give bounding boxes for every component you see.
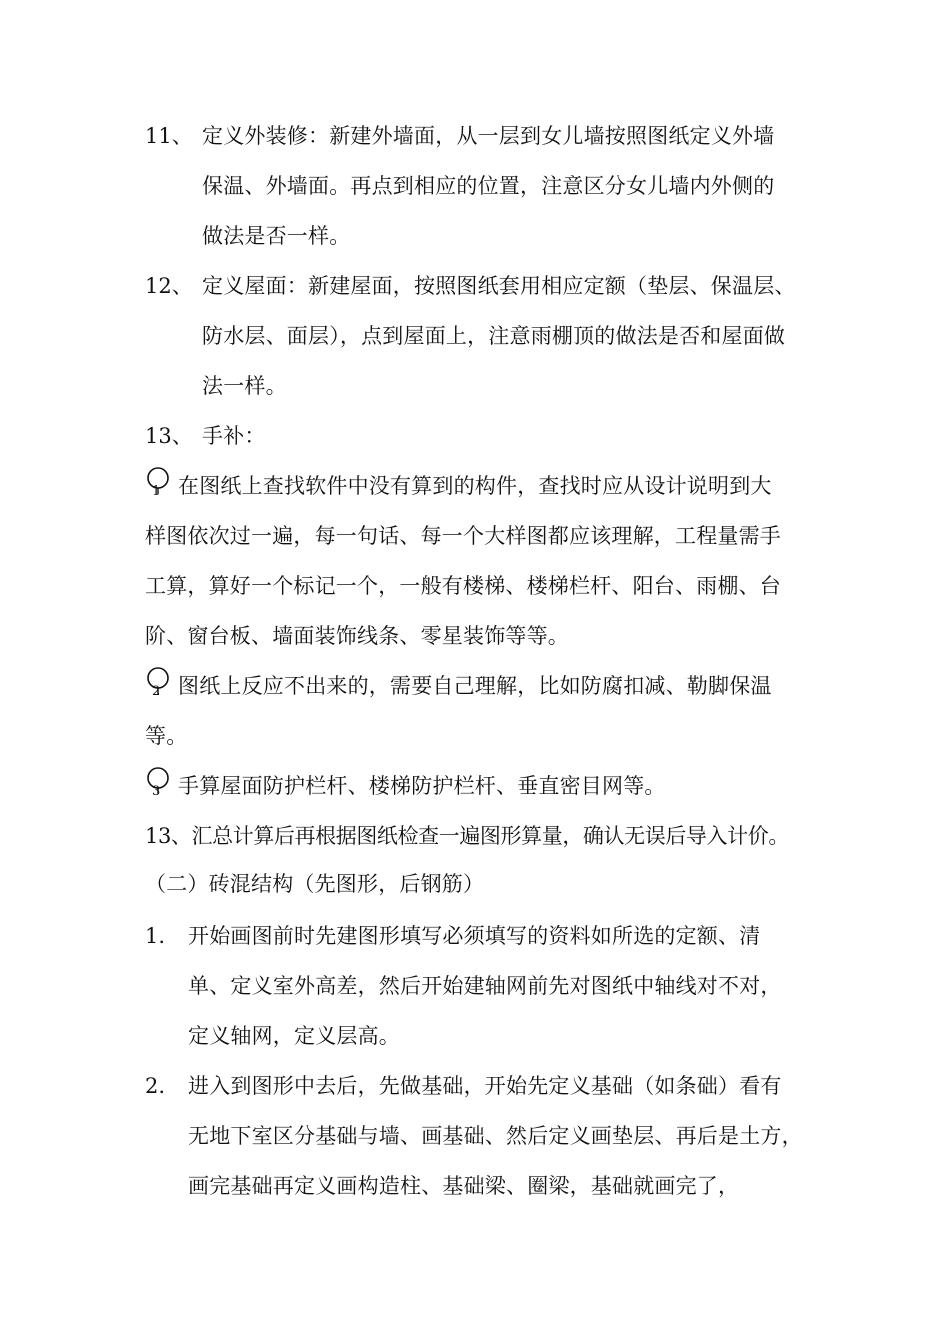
section-heading: （二）砖混结构（先图形，后钢筋） xyxy=(145,872,485,896)
summary-line: 13、汇总计算后再根据图纸检查一遍图形算量，确认无误后导入计价。 xyxy=(145,824,789,848)
step-text-line: 开始画图前时先建图形填写必须填写的资料如所选的定额、清 xyxy=(188,924,761,948)
step-text-line: 单、定义室外高差，然后开始建轴网前先对图纸中轴线对不对， xyxy=(188,974,782,998)
bullet-text-line: 图纸上反应不出来的，需要自己理解，比如防腐扣减、勒脚保温 xyxy=(178,674,772,698)
item-text-line: 防水层、面层），点到屋面上，注意雨棚顶的做法是否和屋面做 xyxy=(202,324,786,348)
bullet-number: 1 xyxy=(152,484,161,499)
step-text-line: 无地下室区分基础与墙、画基础、然后定义画垫层、再后是土方， xyxy=(188,1124,803,1148)
item-text-line: 手补： xyxy=(202,424,266,448)
step-number: 2. xyxy=(145,1074,166,1098)
item-number: 12、 xyxy=(145,274,193,298)
bullet-text-line: 手算屋面防护栏杆、楼梯防护栏杆、垂直密目网等。 xyxy=(178,774,666,798)
step-text-line: 定义轴网，定义层高。 xyxy=(188,1024,400,1048)
item-text-line: 做法是否一样。 xyxy=(202,224,351,248)
step-text-line: 进入到图形中去后，先做基础，开始先定义基础（如条础）看有 xyxy=(188,1074,782,1098)
item-number: 13、 xyxy=(145,424,193,448)
item-number: 11、 xyxy=(145,124,193,148)
bullet-text-line: 在图纸上查找软件中没有算到的构件，查找时应从设计说明到大 xyxy=(178,474,772,498)
item-text-line: 法一样。 xyxy=(202,374,287,398)
bullet-number: 2 xyxy=(152,684,161,699)
bullet-text-line: 工算，算好一个标记一个，一般有楼梯、楼梯栏杆、阳台、雨棚、台 xyxy=(145,574,781,598)
step-text-line: 画完基础再定义画构造柱、基础梁、圈梁，基础就画完了， xyxy=(188,1174,740,1198)
bullet-text-line: 阶、窗台板、墙面装饰线条、零星装饰等等。 xyxy=(145,624,569,648)
item-text-line: 定义外装修：新建外墙面，从一层到女儿墙按照图纸定义外墙 xyxy=(202,124,775,148)
item-text-line: 保温、外墙面。再点到相应的位置，注意区分女儿墙内外侧的 xyxy=(202,174,775,198)
step-number: 1. xyxy=(145,924,166,948)
bullet-text-line: 等。 xyxy=(145,724,188,748)
item-text-line: 定义屋面：新建屋面，按照图纸套用相应定额（垫层、保温层、 xyxy=(202,274,796,298)
bullet-number: 3 xyxy=(152,784,161,799)
bullet-text-line: 样图依次过一遍，每一句话、每一个大样图都应该理解，工程量需手 xyxy=(145,524,781,548)
